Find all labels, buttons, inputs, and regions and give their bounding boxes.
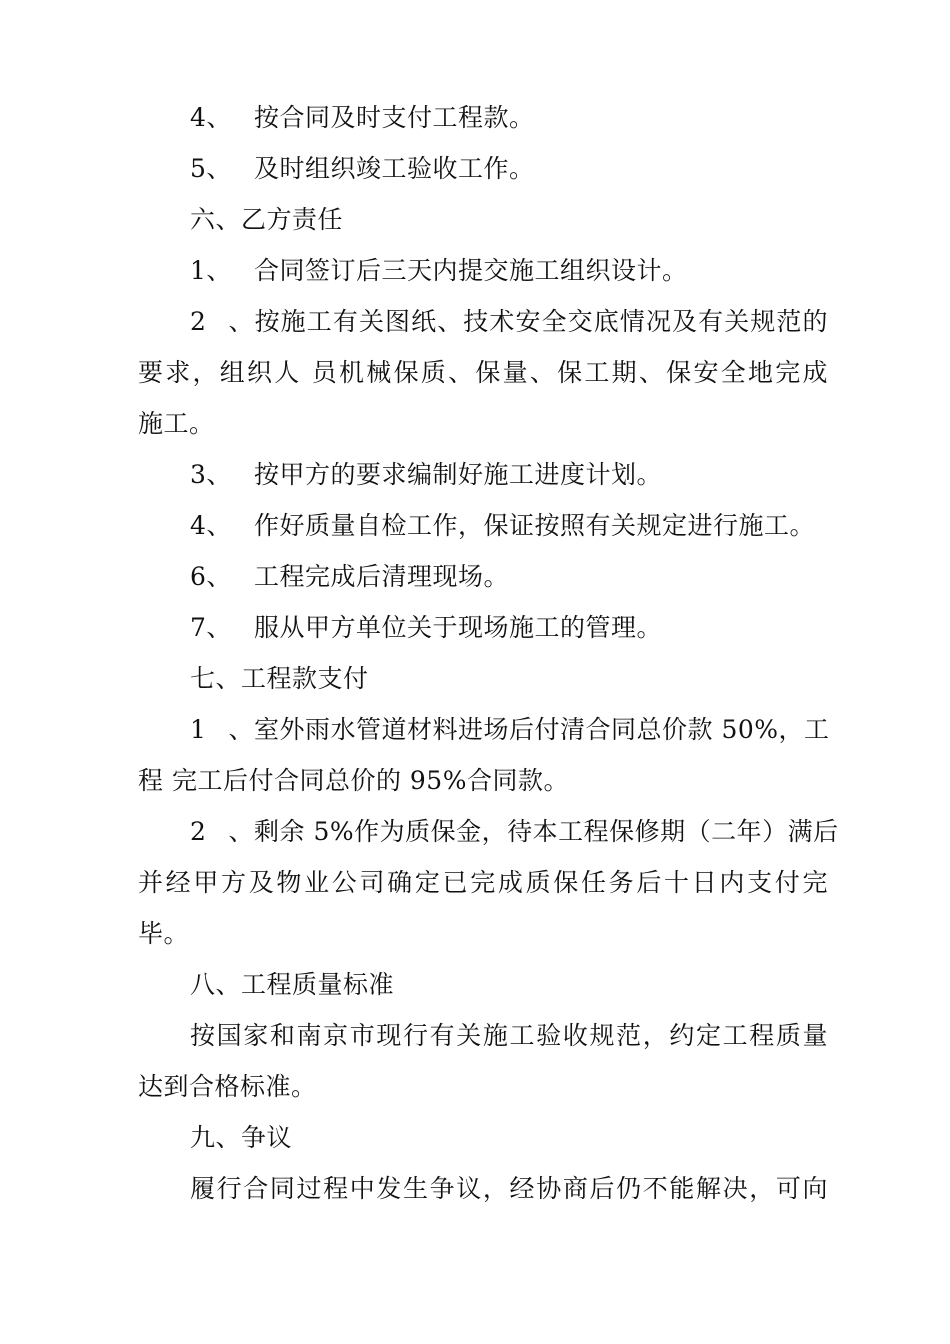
section-7-item-2-line-2: 并经甲方及物业公司确定已完成质保任务后十日内支付完 xyxy=(138,868,828,897)
section-6-item-7 xyxy=(138,602,828,653)
section-6-item-2-line-1 xyxy=(138,296,828,347)
document-page xyxy=(138,92,839,1214)
item-number: 6、 xyxy=(190,562,232,591)
item-number: 2、 xyxy=(190,817,254,846)
item-number: 1、 xyxy=(190,256,232,285)
section-7-item-1-line-1 xyxy=(138,704,828,755)
section-7-item-2-line-3: 毕。 xyxy=(138,919,190,948)
item-number: 3、 xyxy=(190,460,232,489)
item-number: 1、 xyxy=(190,715,254,744)
item-text: 按合同及时支付工程款。 xyxy=(254,103,535,132)
item-text: 工程完成后清理现场。 xyxy=(254,562,510,591)
section-9-heading: 九、争议 xyxy=(190,1123,293,1152)
section-6-item-6 xyxy=(138,551,828,602)
item-text: 按甲方的要求编制好施工进度计划。 xyxy=(254,460,663,489)
section-8-heading: 八、工程质量标准 xyxy=(190,970,395,999)
section-7-item-2-line-1 xyxy=(138,806,839,857)
section-6-heading: 六、乙方责任 xyxy=(190,205,344,234)
section-6-item-4 xyxy=(138,500,828,551)
section-8-line-1: 按国家和南京市现行有关施工验收规范，约定工程质量 xyxy=(190,1021,828,1050)
owner-item-5 xyxy=(138,143,828,194)
owner-item-4 xyxy=(138,92,828,143)
item-text: 合同签订后三天内提交施工组织设计。 xyxy=(254,256,688,285)
section-6-item-1 xyxy=(138,245,828,296)
item-number: 7、 xyxy=(190,613,232,642)
item-number: 4、 xyxy=(190,103,232,132)
item-text: 及时组织竣工验收工作。 xyxy=(254,154,535,183)
section-6-item-2-line-3: 施工。 xyxy=(138,409,215,438)
item-number: 4、 xyxy=(190,511,232,540)
section-6-item-2-line-2: 要求，组织人 员机械保质、保量、保工期、保安全地完成 xyxy=(138,358,828,387)
section-6-item-3 xyxy=(138,449,828,500)
item-text: 室外雨水管道材料进场后付清合同总价款 50%，工 xyxy=(254,715,830,744)
item-text: 作好质量自检工作，保证按照有关规定进行施工。 xyxy=(254,511,816,540)
section-9-line-1: 履行合同过程中发生争议，经协商后仍不能解决，可向 xyxy=(190,1174,828,1203)
item-number: 2、 xyxy=(190,307,254,336)
section-7-heading: 七、工程款支付 xyxy=(190,664,369,693)
section-8-line-2: 达到合格标准。 xyxy=(138,1072,317,1101)
item-text: 按施工有关图纸、技术安全交底情况及有关规范的 xyxy=(254,307,828,336)
section-7-item-1-line-2: 程 完工后付合同总价的 95%合同款。 xyxy=(138,766,569,795)
item-text: 服从甲方单位关于现场施工的管理。 xyxy=(254,613,663,642)
item-number: 5、 xyxy=(190,154,232,183)
item-text: 剩余 5%作为质保金，待本工程保修期（二年）满后 xyxy=(254,817,839,846)
